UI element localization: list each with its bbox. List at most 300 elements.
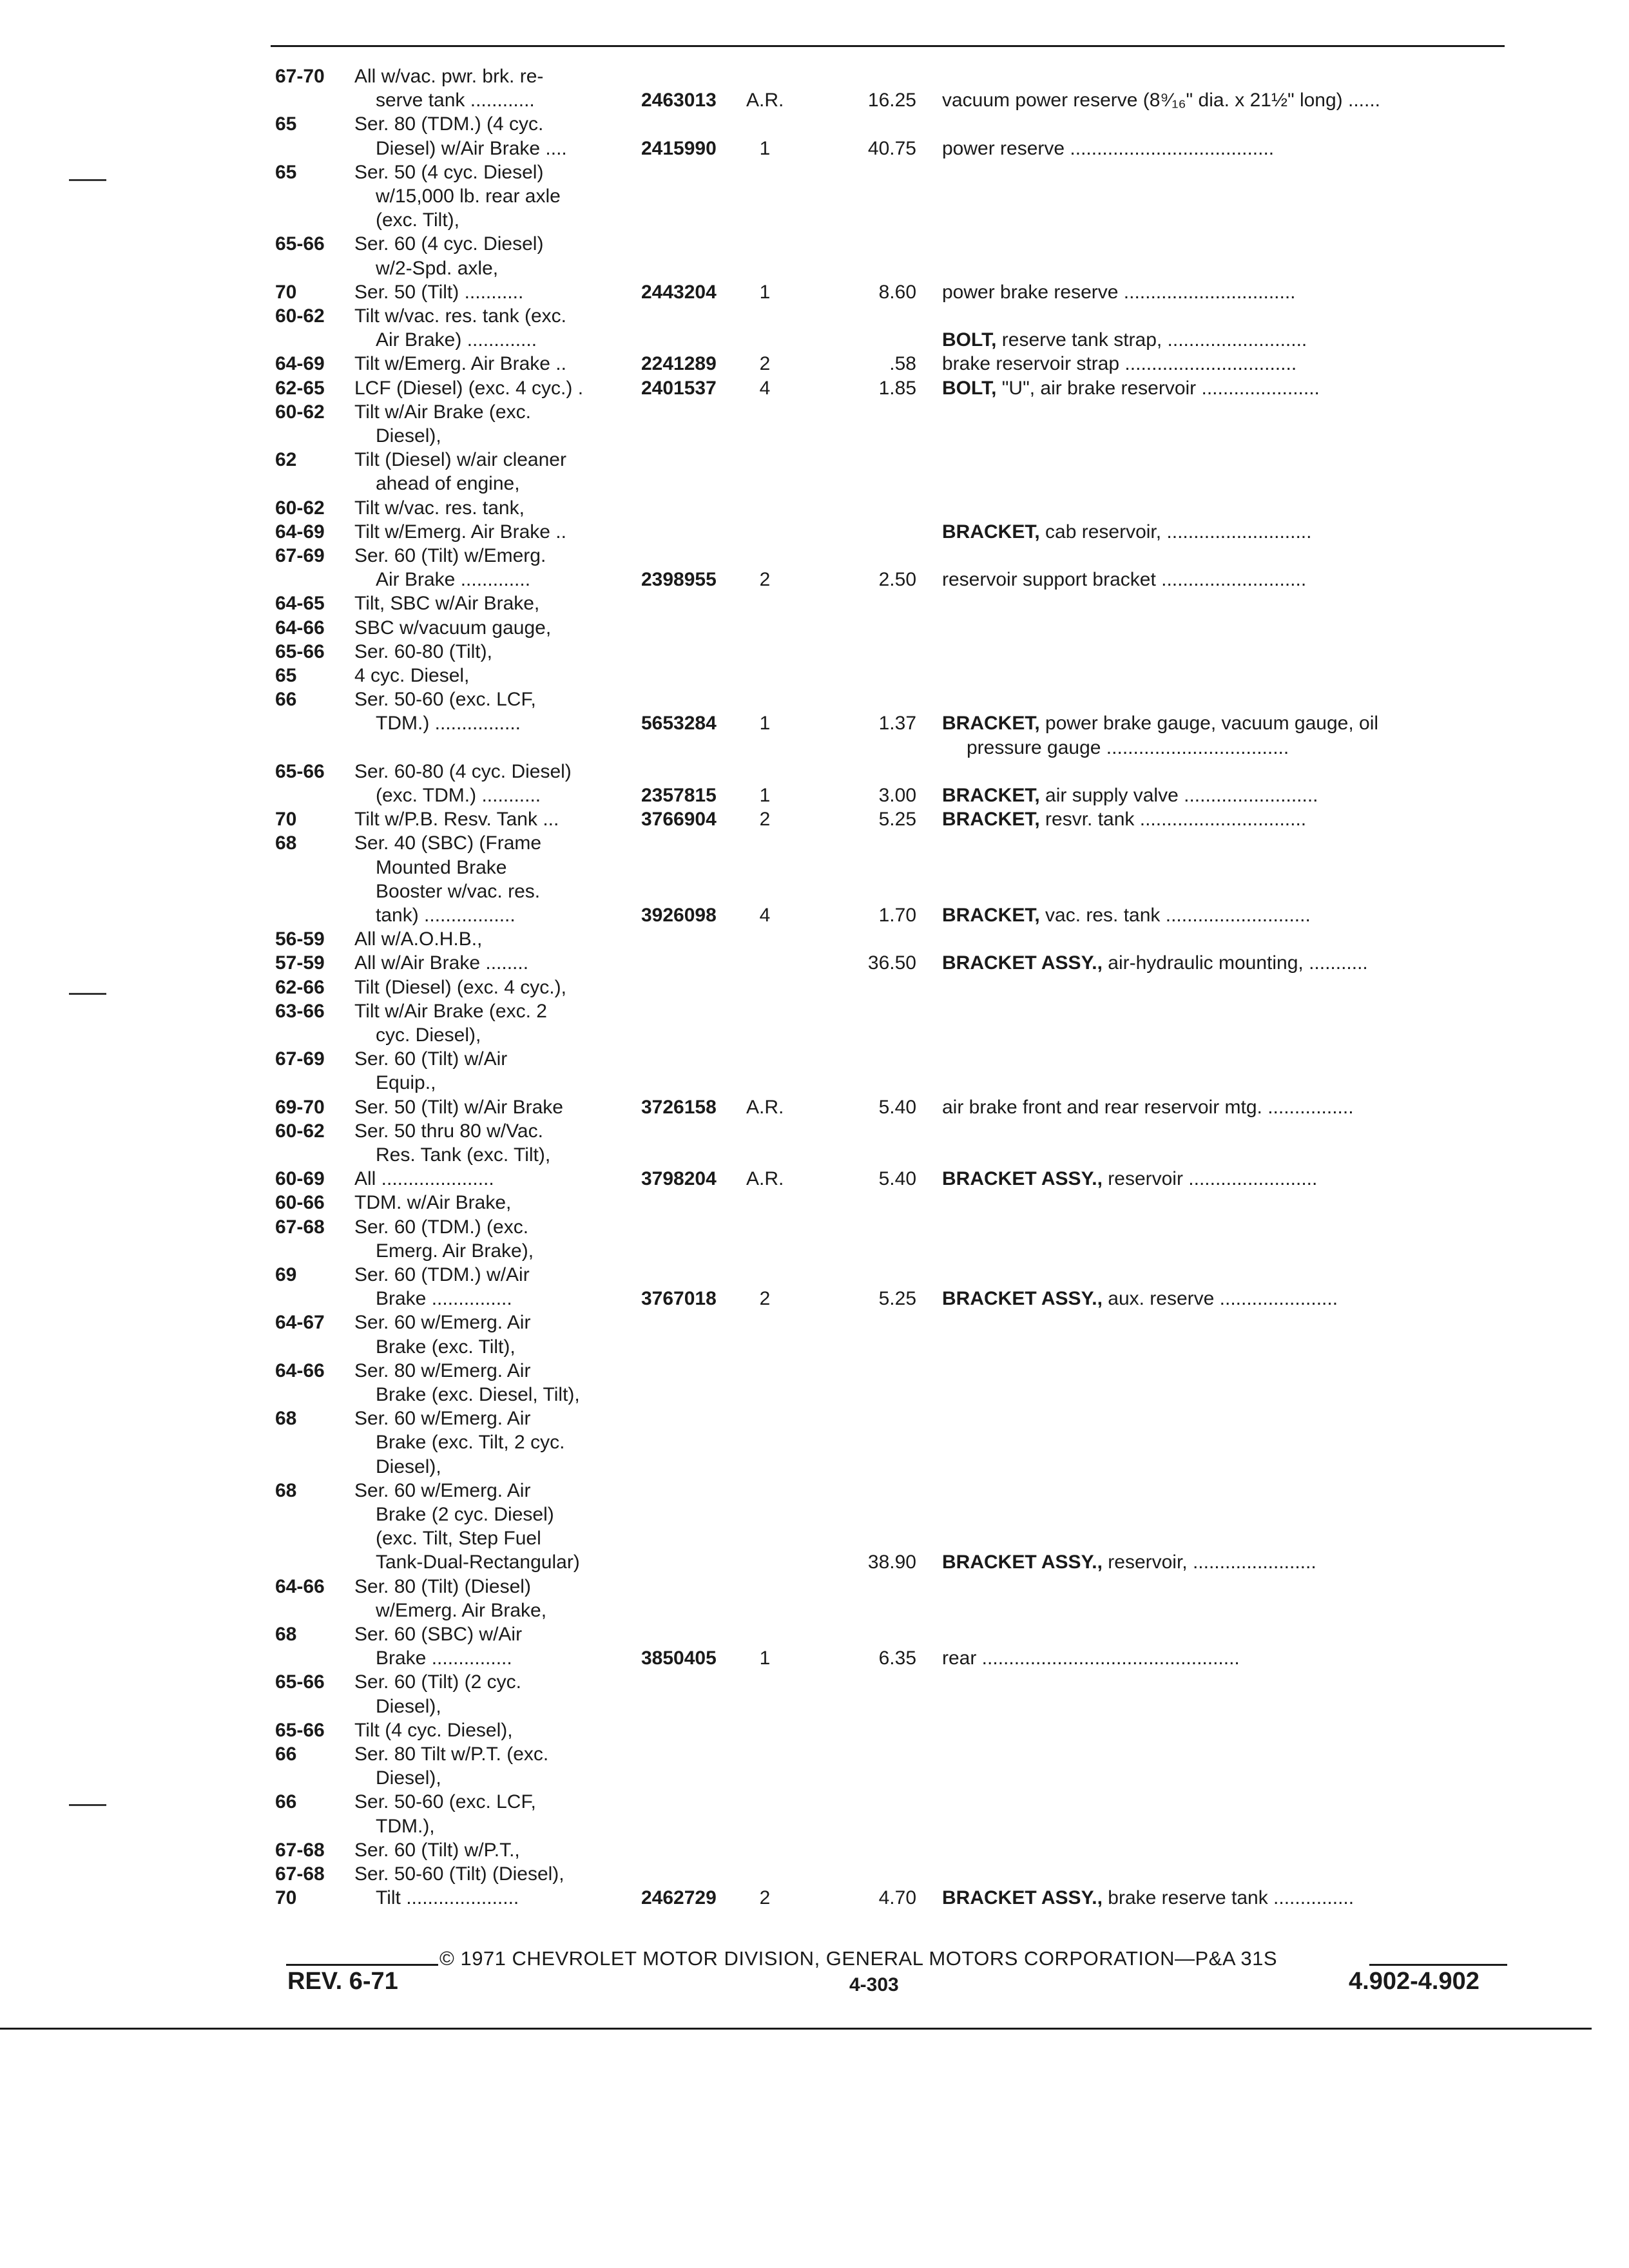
part-number: 2415990: [641, 138, 717, 159]
model-years: 67-68: [275, 1840, 325, 1861]
price: 1.37: [878, 713, 916, 734]
description-part-name: BRACKET,: [942, 905, 1040, 926]
part-number: 2398955: [641, 569, 717, 590]
model-years: 62-65: [275, 378, 325, 399]
model-years: 60-62: [275, 401, 325, 423]
application-text: Ser. 60 w/Emerg. Air: [354, 1312, 531, 1333]
list-item: [0, 1311, 1629, 1335]
description-part-name: BRACKET,: [942, 713, 1040, 734]
application-text: LCF (Diesel) (exc. 4 cyc.) .: [354, 378, 584, 399]
application-text: w/Emerg. Air Brake,: [376, 1600, 547, 1621]
description-text: rear ................................................: [942, 1648, 1240, 1669]
model-years: 70: [275, 1887, 297, 1908]
list-item: [0, 1383, 1629, 1407]
list-item: [0, 1143, 1629, 1168]
copyright-line: © 1971 CHEVROLET MOTOR DIVISION, GENERAL MOTORS CORPORATION—P&A 31S: [439, 1947, 1278, 1970]
model-years: 64-66: [275, 1360, 325, 1381]
model-years: 64-66: [275, 617, 325, 639]
price: 16.25: [867, 90, 916, 111]
list-item: [0, 472, 1629, 496]
price: 5.40: [878, 1168, 916, 1189]
list-item: [0, 1790, 1629, 1814]
part-number: 2401537: [641, 378, 717, 399]
list-item: [0, 879, 1629, 904]
quantity: 1: [759, 138, 771, 159]
application-text: Ser. 80 w/Emerg. Air: [354, 1360, 531, 1381]
description-text: power reserve ......................................: [942, 138, 1275, 159]
model-years: 65-66: [275, 1671, 325, 1693]
list-item: [0, 352, 1629, 376]
description-text: brake reserve tank ...............: [1108, 1887, 1354, 1908]
price: 5.25: [878, 1288, 916, 1309]
model-years: 65-66: [275, 761, 325, 782]
model-years: 57-59: [275, 952, 325, 974]
price: 38.90: [867, 1552, 916, 1573]
description-text: reservoir, .......................: [1108, 1552, 1316, 1573]
application-text: Ser. 50 (Tilt) w/Air Brake: [354, 1097, 563, 1118]
description-part-name: BOLT,: [942, 378, 997, 399]
application-text: Ser. 60 (Tilt) w/Emerg.: [354, 545, 546, 566]
description-part-name: BRACKET ASSY.,: [942, 1552, 1103, 1573]
list-item: [0, 208, 1629, 233]
description: [942, 951, 1506, 975]
application-text: Brake (2 cyc. Diesel): [376, 1504, 554, 1525]
list-item: [0, 280, 1629, 305]
list-item: [0, 112, 1629, 137]
model-years: 70: [275, 809, 297, 830]
model-years: 63-66: [275, 1001, 325, 1022]
list-item: [0, 1526, 1629, 1551]
description: [942, 352, 1506, 376]
price: 5.40: [878, 1097, 916, 1118]
quantity: 2: [759, 809, 771, 830]
quantity: A.R.: [746, 90, 784, 111]
model-years: 64-69: [275, 521, 325, 543]
quantity: 2: [759, 569, 771, 590]
application-text: All .....................: [354, 1168, 494, 1189]
quantity: 2: [759, 1887, 771, 1908]
list-item: [0, 88, 1629, 113]
list-item: [0, 1886, 1629, 1910]
application-text: Tilt w/Air Brake (exc. 2: [354, 1001, 547, 1022]
application-text: Air Brake) .............: [376, 329, 537, 351]
application-text: (exc. Tilt, Step Fuel: [376, 1528, 541, 1549]
model-years: 67-68: [275, 1863, 325, 1885]
list-item: [0, 807, 1629, 832]
list-item: [0, 328, 1629, 352]
model-years: 67-70: [275, 66, 325, 87]
part-number: 2443204: [641, 282, 717, 303]
list-item: [0, 1191, 1629, 1215]
model-years: 69: [275, 1264, 297, 1285]
description-part-name: BRACKET ASSY.,: [942, 1288, 1103, 1309]
application-text: (exc. TDM.) ...........: [376, 785, 541, 806]
description-part-name: BRACKET ASSY.,: [942, 1887, 1103, 1908]
model-years: 65: [275, 113, 297, 135]
part-number: 2357815: [641, 785, 717, 806]
description-text: cab reservoir, ...........................: [1045, 521, 1312, 543]
application-text: Tilt, SBC w/Air Brake,: [354, 593, 540, 614]
list-item: [0, 760, 1629, 784]
page-number: 4-303: [849, 1974, 899, 1995]
quantity: 1: [759, 713, 771, 734]
footer-rule-left: [286, 1964, 438, 1966]
model-years: 67-69: [275, 1048, 325, 1070]
quantity: 4: [759, 378, 771, 399]
description-part-name: BRACKET,: [942, 521, 1040, 543]
part-number: 3850405: [641, 1648, 717, 1669]
model-years: 68: [275, 832, 297, 854]
list-item: [0, 1862, 1629, 1887]
list-item: [0, 1215, 1629, 1240]
list-item: [0, 376, 1629, 401]
application-text: Equip.,: [376, 1072, 436, 1093]
model-years: 67-68: [275, 1216, 325, 1238]
list-item: [0, 448, 1629, 472]
application-text: Booster w/vac. res.: [376, 881, 541, 902]
application-text: Tilt w/Air Brake (exc.: [354, 401, 531, 423]
application-text: Ser. 60-80 (Tilt),: [354, 641, 492, 662]
revision-label: REV. 6-71: [287, 1968, 398, 1995]
application-text: Diesel) w/Air Brake ....: [376, 138, 567, 159]
model-years: 64-69: [275, 353, 325, 374]
bottom-rule: [0, 2028, 1592, 2030]
model-years: 64-65: [275, 593, 325, 614]
list-item: [0, 1622, 1629, 1647]
application-text: Ser. 60 (Tilt) (2 cyc.: [354, 1671, 521, 1693]
application-text: Ser. 50 (4 cyc. Diesel): [354, 162, 544, 183]
model-years: 69-70: [275, 1097, 325, 1118]
description: [942, 376, 1506, 401]
list-item: [0, 1838, 1629, 1863]
description-text: reservoir support bracket ...........................: [942, 569, 1307, 590]
quantity: A.R.: [746, 1168, 784, 1189]
description-text: power brake gauge, vacuum gauge, oil: [1045, 713, 1379, 734]
part-number: 3726158: [641, 1097, 717, 1118]
part-number: 5653284: [641, 713, 717, 734]
description: [942, 807, 1506, 832]
application-text: Ser. 80 (Tilt) (Diesel): [354, 1576, 531, 1597]
footer-rule-right: [1369, 1964, 1507, 1966]
application-text: Diesel),: [376, 425, 441, 447]
application-text: Mounted Brake: [376, 857, 507, 878]
list-item: [0, 1814, 1629, 1839]
description: [942, 1095, 1506, 1120]
list-item: [0, 975, 1629, 1000]
group-number: 4.902-4.902: [1349, 1968, 1480, 1995]
application-text: All w/Air Brake ........: [354, 952, 529, 974]
list-item: [0, 64, 1629, 89]
application-text: 4 cyc. Diesel,: [354, 665, 470, 686]
list-item: [0, 1455, 1629, 1479]
part-number: 2462729: [641, 1887, 717, 1908]
description: [942, 328, 1506, 352]
quantity: 2: [759, 1288, 771, 1309]
model-years: 67-69: [275, 545, 325, 566]
description-text: aux. reserve ......................: [1108, 1288, 1338, 1309]
description-text: pressure gauge ..................................: [967, 737, 1289, 758]
application-text: Emerg. Air Brake),: [376, 1240, 534, 1262]
list-item: [0, 1742, 1629, 1767]
application-text: Tilt w/vac. res. tank (exc.: [354, 305, 566, 327]
price: 2.50: [878, 569, 916, 590]
list-item: [0, 927, 1629, 952]
application-text: Tilt (Diesel) (exc. 4 cyc.),: [354, 977, 566, 998]
model-years: 68: [275, 1624, 297, 1645]
list-item: [0, 591, 1629, 616]
list-item: [0, 999, 1629, 1024]
list-item: [0, 232, 1629, 256]
list-item: [0, 951, 1629, 975]
list-item: [0, 520, 1629, 544]
description-text: vac. res. tank ...........................: [1045, 905, 1311, 926]
list-item: [0, 1407, 1629, 1431]
application-text: Ser. 60 w/Emerg. Air: [354, 1408, 531, 1429]
list-item: [0, 568, 1629, 592]
list-item: [0, 400, 1629, 425]
quantity: 2: [759, 353, 771, 374]
part-number: 3798204: [641, 1168, 717, 1189]
list-item: [0, 184, 1629, 209]
description-text: reservoir ........................: [1108, 1168, 1318, 1189]
application-text: Tilt w/Emerg. Air Brake ..: [354, 353, 566, 374]
price: 40.75: [867, 138, 916, 159]
list-item: [0, 1646, 1629, 1671]
list-item: [0, 903, 1629, 928]
model-years: 60-66: [275, 1192, 325, 1213]
part-number: 2463013: [641, 90, 717, 111]
list-item: [0, 1071, 1629, 1095]
part-number: 3766904: [641, 809, 717, 830]
model-years: 62-66: [275, 977, 325, 998]
application-text: SBC w/vacuum gauge,: [354, 617, 552, 639]
application-text: cyc. Diesel),: [376, 1024, 481, 1046]
description: [942, 1287, 1506, 1311]
list-item: [0, 664, 1629, 688]
price: 8.60: [878, 282, 916, 303]
list-item: [0, 1023, 1629, 1048]
model-years: 70: [275, 282, 297, 303]
list-item: [0, 1095, 1629, 1120]
description-text: "U", air brake reservoir ......................: [1001, 378, 1320, 399]
application-text: Ser. 60 w/Emerg. Air: [354, 1480, 531, 1501]
model-years: 66: [275, 689, 297, 710]
application-text: serve tank ............: [376, 90, 535, 111]
model-years: 65-66: [275, 233, 325, 255]
description: [942, 280, 1506, 305]
model-years: 65-66: [275, 641, 325, 662]
application-text: Tilt .....................: [376, 1887, 519, 1908]
application-text: All w/A.O.H.B.,: [354, 928, 483, 950]
description: [942, 783, 1506, 808]
list-item: [0, 1119, 1629, 1144]
application-text: Ser. 60 (TDM.) w/Air: [354, 1264, 530, 1285]
list-item: [0, 831, 1629, 856]
application-text: Ser. 60 (Tilt) w/Air: [354, 1048, 508, 1070]
description-part-name: BOLT,: [942, 329, 997, 351]
description: [942, 137, 1506, 161]
application-text: Ser. 80 Tilt w/P.T. (exc.: [354, 1744, 549, 1765]
list-item: [0, 424, 1629, 448]
quantity: 4: [759, 905, 771, 926]
model-years: 65-66: [275, 1720, 325, 1741]
application-text: Diesel),: [376, 1456, 441, 1477]
application-text: Ser. 50-60 (exc. LCF,: [354, 1791, 536, 1812]
description-part-name: BRACKET,: [942, 809, 1040, 830]
application-text: Diesel),: [376, 1696, 441, 1717]
list-item: [0, 711, 1629, 736]
description: [942, 711, 1506, 736]
application-text: Brake ...............: [376, 1648, 512, 1669]
application-text: Tilt w/P.B. Resv. Tank ...: [354, 809, 559, 830]
application-text: Brake (exc. Tilt, 2 cyc.: [376, 1432, 565, 1453]
list-item: [0, 1047, 1629, 1072]
list-item: [0, 304, 1629, 329]
price: 4.70: [878, 1887, 916, 1908]
description: [942, 1646, 1506, 1671]
price: 6.35: [878, 1648, 916, 1669]
list-item: [0, 736, 1629, 760]
part-number: 3767018: [641, 1288, 717, 1309]
model-years: 68: [275, 1408, 297, 1429]
description-text: air brake front and rear reservoir mtg. ................: [942, 1097, 1354, 1118]
description-text: air supply valve .........................: [1045, 785, 1318, 806]
list-item: [0, 640, 1629, 664]
application-text: ahead of engine,: [376, 473, 520, 494]
list-item: [0, 1575, 1629, 1599]
application-text: Ser. 50-60 (Tilt) (Diesel),: [354, 1863, 564, 1885]
application-text: Brake (exc. Tilt),: [376, 1336, 516, 1358]
model-years: 65: [275, 665, 297, 686]
description: [942, 520, 1506, 544]
list-item: [0, 1695, 1629, 1719]
application-text: Ser. 60 (TDM.) (exc.: [354, 1216, 529, 1238]
list-item: [0, 1503, 1629, 1527]
quantity: 1: [759, 785, 771, 806]
list-item: [0, 496, 1629, 521]
list-item: [0, 1167, 1629, 1191]
part-number: 3926098: [641, 905, 717, 926]
model-years: 65: [275, 162, 297, 183]
list-item: [0, 616, 1629, 640]
description: [967, 736, 1506, 760]
application-text: Ser. 60-80 (4 cyc. Diesel): [354, 761, 572, 782]
list-item: [0, 544, 1629, 568]
model-years: 64-66: [275, 1576, 325, 1597]
list-item: [0, 856, 1629, 880]
price: 1.70: [878, 905, 916, 926]
list-item: [0, 687, 1629, 712]
application-text: Air Brake .............: [376, 569, 531, 590]
model-years: 66: [275, 1791, 297, 1812]
description-part-name: BRACKET ASSY.,: [942, 1168, 1103, 1189]
application-text: Ser. 60 (Tilt) w/P.T.,: [354, 1840, 520, 1861]
description: [942, 88, 1506, 113]
description-text: power brake reserve ................................: [942, 282, 1296, 303]
list-item: [0, 1766, 1629, 1791]
description-text: brake reservoir strap ................................: [942, 353, 1297, 374]
price: .58: [889, 353, 916, 374]
model-years: 60-62: [275, 305, 325, 327]
list-item: [0, 783, 1629, 808]
list-item: [0, 1359, 1629, 1383]
list-item: [0, 1550, 1629, 1575]
application-text: All w/vac. pwr. brk. re-: [354, 66, 544, 87]
application-text: Ser. 40 (SBC) (Frame: [354, 832, 542, 854]
description-part-name: BRACKET,: [942, 785, 1040, 806]
list-item: [0, 1599, 1629, 1623]
price: 36.50: [867, 952, 916, 974]
price: 5.25: [878, 809, 916, 830]
list-item: [0, 1670, 1629, 1695]
list-item: [0, 137, 1629, 161]
application-text: Tilt w/vac. res. tank,: [354, 497, 525, 519]
list-item: [0, 1479, 1629, 1503]
list-item: [0, 1430, 1629, 1455]
model-years: 62: [275, 449, 297, 470]
list-item: [0, 1335, 1629, 1360]
list-item: [0, 160, 1629, 185]
model-years: 64-67: [275, 1312, 325, 1333]
list-item: [0, 1263, 1629, 1287]
application-text: Brake ...............: [376, 1288, 512, 1309]
application-text: Tilt (4 cyc. Diesel),: [354, 1720, 513, 1741]
description-text: reserve tank strap, ..........................: [1001, 329, 1307, 351]
application-text: w/2-Spd. axle,: [376, 258, 499, 279]
quantity: 1: [759, 282, 771, 303]
description: [942, 903, 1506, 928]
description: [942, 1167, 1506, 1191]
price: 1.85: [878, 378, 916, 399]
application-text: Ser. 50-60 (exc. LCF,: [354, 689, 536, 710]
description: [942, 1886, 1506, 1910]
application-text: TDM.),: [376, 1816, 435, 1837]
application-text: Ser. 50 (Tilt) ...........: [354, 282, 524, 303]
model-years: 60-62: [275, 497, 325, 519]
application-text: Ser. 80 (TDM.) (4 cyc.: [354, 113, 544, 135]
application-text: Brake (exc. Diesel, Tilt),: [376, 1384, 580, 1405]
application-text: Tank-Dual-Rectangular): [376, 1552, 580, 1573]
model-years: 60-69: [275, 1168, 325, 1189]
application-text: tank) .................: [376, 905, 516, 926]
description: [942, 1550, 1506, 1575]
model-years: 56-59: [275, 928, 325, 950]
price: 3.00: [878, 785, 916, 806]
application-text: Tilt (Diesel) w/air cleaner: [354, 449, 566, 470]
application-text: Ser. 60 (SBC) w/Air: [354, 1624, 523, 1645]
model-years: 60-62: [275, 1120, 325, 1142]
application-text: TDM. w/Air Brake,: [354, 1192, 512, 1213]
application-text: Ser. 60 (4 cyc. Diesel): [354, 233, 544, 255]
quantity: 1: [759, 1648, 771, 1669]
description-text: vacuum power reserve (8⁹⁄₁₆" dia. x 21½" long) ......: [942, 90, 1380, 111]
application-text: w/15,000 lb. rear axle: [376, 186, 561, 207]
list-item: [0, 1718, 1629, 1743]
application-text: TDM.) ................: [376, 713, 521, 734]
application-text: Res. Tank (exc. Tilt),: [376, 1144, 551, 1166]
part-number: 2241289: [641, 353, 717, 374]
application-text: Tilt w/Emerg. Air Brake ..: [354, 521, 566, 543]
description: [942, 568, 1506, 592]
application-text: Diesel),: [376, 1767, 441, 1789]
top-rule: [271, 45, 1505, 47]
model-years: 66: [275, 1744, 297, 1765]
list-item: [0, 256, 1629, 281]
list-item: [0, 1239, 1629, 1264]
model-years: 68: [275, 1480, 297, 1501]
list-item: [0, 1287, 1629, 1311]
application-text: Ser. 50 thru 80 w/Vac.: [354, 1120, 543, 1142]
